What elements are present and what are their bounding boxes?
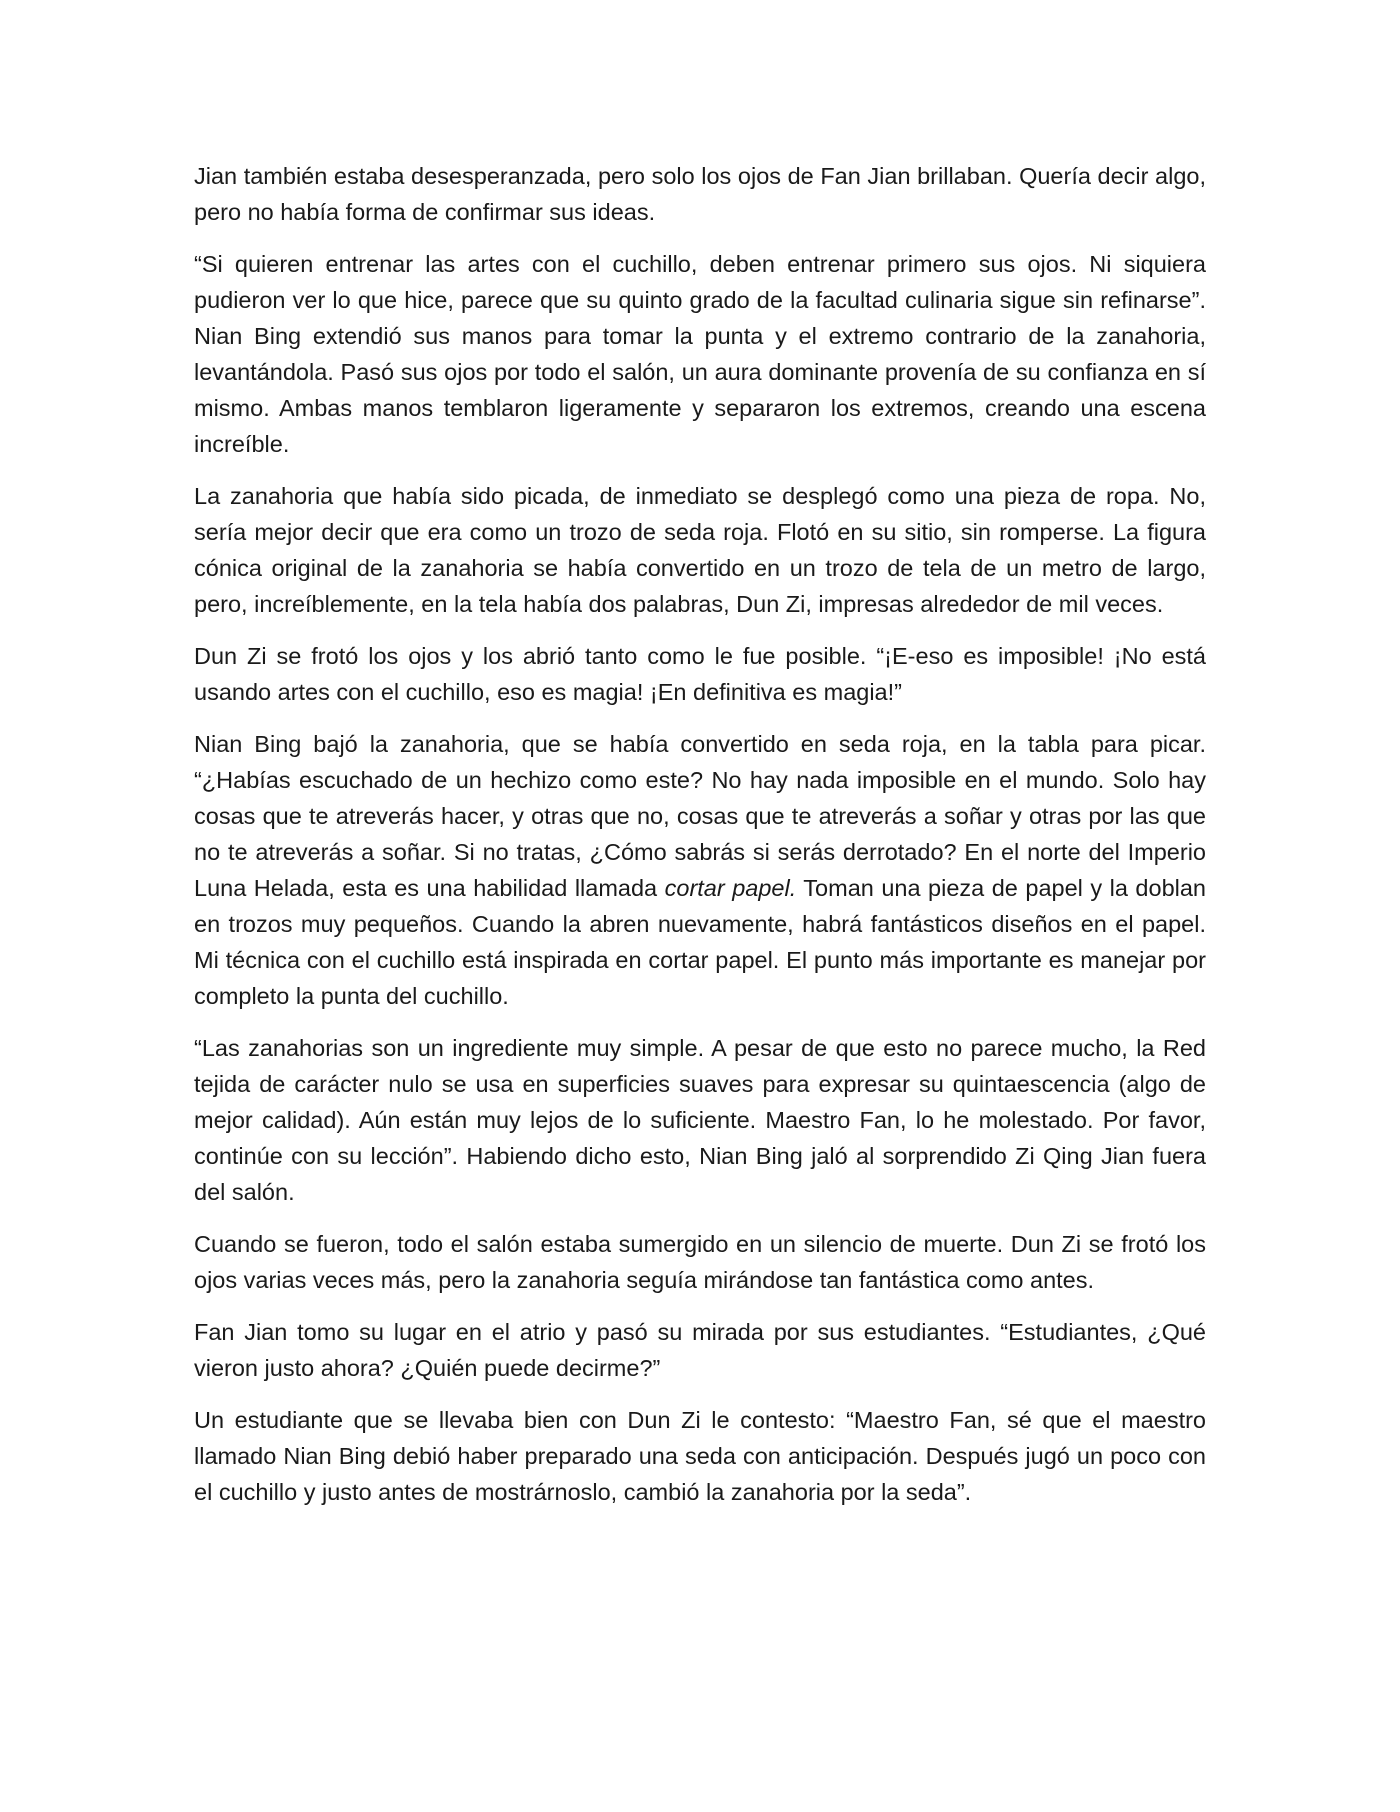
paragraph-4: Dun Zi se frotó los ojos y los abrió tanto como le fue posible. “¡E-eso es imposible! ¡No está usando artes con el cuchillo, eso es magia! ¡En definitiva es magia!” [194,643,1206,705]
paragraph-8: Fan Jian tomo su lugar en el atrio y pasó su mirada por sus estudiantes. “Estudiantes, ¿Qué vieron justo ahora? ¿Quién puede decirme?” [194,1319,1206,1381]
paragraph-5-text-after: Toman una pieza de papel y la doblan en trozos muy pequeños. Cuando la abren nuevamente, habrá fantásticos diseños en el papel. Mi técnica con el cuchillo está inspirada en cortar papel. El punto más importante es manejar por completo la punta del cuchillo. [194,875,1206,1009]
paragraph-5-text-before: Nian Bing bajó la zanahoria, que se había convertido en seda roja, en la tabla para picar. “¿Habías escuchado de un hechizo como este? No hay nada imposible en el mundo. Solo hay cosas que te atreverás hacer, y otras que no, cosas que te atreverás a soñar y otras por las que no te atreverás a soñar. Si no tratas, ¿Cómo sabrás si serás derrotado? En el norte del Imperio Luna Helada, esta es una habilidad llamada [194,731,1206,901]
paragraph-9: Un estudiante que se llevaba bien con Dun Zi le contesto: “Maestro Fan, sé que el maestro llamado Nian Bing debió haber preparado una seda con anticipación. Después jugó un poco con el cuchillo y justo antes de mostrárnoslo, cambió la zanahoria por la seda”. [194,1407,1206,1505]
document-page [194,158,1206,1510]
paragraph-2: “Si quieren entrenar las artes con el cuchillo, deben entrenar primero sus ojos. Ni siquiera pudieron ver lo que hice, parece que su quinto grado de la facultad culinaria sigue sin refinarse”. Nian Bing extendió sus manos para tomar la punta y el extremo contrario de la zanahoria, levantándola. Pasó sus ojos por todo el salón, un aura dominante provenía de su confianza en sí mismo. Ambas manos temblaron ligeramente y separaron los extremos, creando una escena increíble. [194,251,1206,457]
paragraph-6: “Las zanahorias son un ingrediente muy simple. A pesar de que esto no parece mucho, la Red tejida de carácter nulo se usa en superficies suaves para expresar su quintaescencia (algo de mejor calidad). Aún están muy lejos de lo suficiente. Maestro Fan, lo he molestado. Por favor, continúe con su lección”. Habiendo dicho esto, Nian Bing jaló al sorprendido Zi Qing Jian fuera del salón. [194,1035,1206,1205]
paragraph-5 [194,726,1206,1014]
paragraph-3: La zanahoria que había sido picada, de inmediato se desplegó como una pieza de ropa. No, sería mejor decir que era como un trozo de seda roja. Flotó en su sitio, sin romperse. La figura cónica original de la zanahoria se había convertido en un trozo de tela de un metro de largo, pero, increíblemente, en la tela había dos palabras, Dun Zi, impresas alrededor de mil veces. [194,483,1206,617]
paragraph-7: Cuando se fueron, todo el salón estaba sumergido en un silencio de muerte. Dun Zi se frotó los ojos varias veces más, pero la zanahoria seguía mirándose tan fantástica como antes. [194,1231,1206,1293]
paragraph-5-italic-term: cortar papel. [664,875,797,901]
paragraph-1: Jian también estaba desesperanzada, pero solo los ojos de Fan Jian brillaban. Quería decir algo, pero no había forma de confirmar sus ideas. [194,163,1206,225]
